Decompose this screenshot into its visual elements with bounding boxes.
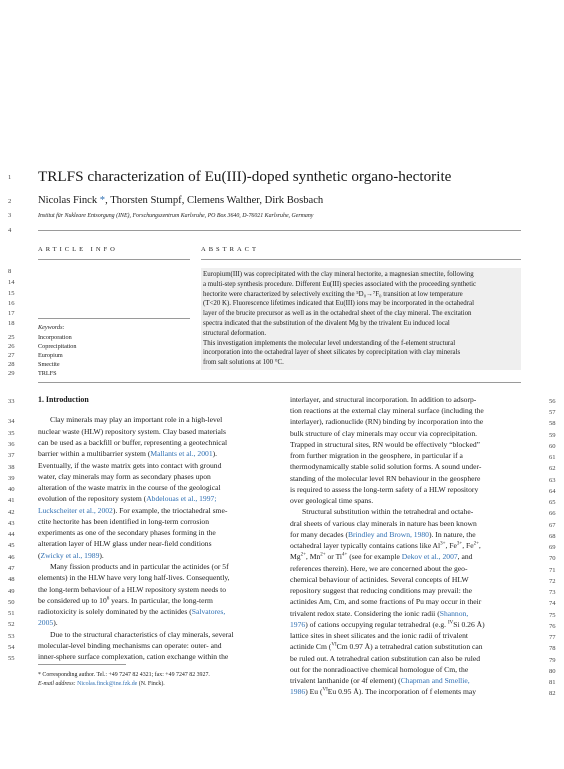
body-text-line: trivalent redox state. Considering the ionic radii (Shannon, [290,609,469,618]
line-number: 4 [8,227,12,234]
line-number: 69 [549,544,556,551]
body-text-line: radiotoxicity is solely dominated by the actinides (Salvatores, [38,607,226,616]
body-text-line: actinide Cm ($^{VI}$Cm 0.97 Å) a tetrahedral cation substitution can [290,642,483,651]
body-text-line: tion reactions at the external clay mineral surface (including the [290,406,484,415]
abstract-line: layer of the brucite precursor as well as in the octahedral sheet of the clay mineral. The excitation [203,310,472,318]
line-number: 15 [8,290,15,297]
line-number: 29 [8,370,15,377]
body-text-line: over geological time spans. [290,496,374,505]
line-number: 14 [8,279,15,286]
line-number: 3 [8,212,12,219]
article-info-divider [38,259,190,260]
body-text-line: is required to assess the long-term safety of a HLW repository [290,485,479,494]
body-text-line: interlayer), radionuclide (RN) binding by incorporation into the [290,417,484,426]
body-text-line: octahedral layer typically contains cations like $Al^{3+}$, $Fe^{3+}$, $Fe^{2+}$, [290,541,481,550]
body-text-line: actinides Am, Cm, and some fractions of Pu may occur in their [290,597,482,606]
keywords-divider [38,318,190,319]
line-number: 34 [8,418,15,425]
line-number: 81 [549,679,556,686]
line-number: 44 [8,531,15,538]
article-title: TRLFS characterization of Eu(III)-doped synthetic organo-hectorite [38,168,452,185]
body-text-line: Due to the structural characteristics of clay minerals, several [50,630,234,639]
body-text-line: for many decades (Brindley and Brown, 1980). In nature, the [290,530,476,539]
body-text-line: (Zwicky et al., 1989). [38,551,104,560]
line-number: 62 [549,465,556,472]
line-number: 66 [549,510,556,517]
line-number: 51 [8,610,15,617]
body-text-line: repository suggest that reducing conditions may prevail: the [290,586,472,595]
email-link[interactable]: Nicolas.finck@ine.fzk.de [77,681,138,687]
body-text-line: Trapped in structural sites, RN would be effectively “blocked” [290,440,481,449]
line-number: 68 [549,533,556,540]
abstract-divider [201,259,521,260]
body-text-line: be considered up to $10^6$ years. In particular, the long-term [38,596,213,605]
affiliation: Institut für Nukleare Entsorgung (INE), Forschungszentrum Karlsruhe, PO Box 3640, D-76021 Karlsruhe, Germany [38,213,314,219]
line-number: 67 [549,522,556,529]
body-text-line: 1986) Eu ($^{VI}$Eu 0.95 Å). The incorporation of f elements may [290,687,477,696]
line-number: 77 [549,634,556,641]
body-text-line: Structural substitution within the tetrahedral and octahe- [302,507,474,516]
line-number: 46 [8,554,15,561]
keyword: Coprecipitation [38,343,77,350]
abstract-line: spectra indicated that the substitution of the divalent Mg by the trivalent Eu induced local [203,320,450,327]
body-text-line: Luckscheiter et al., 2002). For example, the trioctahedral sme- [38,506,228,515]
line-number: 56 [549,398,556,405]
line-number: 73 [549,589,556,596]
body-text-line: Many fission products and in particular the actinides (or 5f [50,562,229,571]
body-text-line: inner-sphere surface complexation, cation exchange within the [38,652,229,661]
body-text-line: chemical behaviour of actinides. Several concepts of HLW [290,575,469,584]
body-text-line: ctite hectorite has been identified in long-term corrosion [38,517,210,526]
section-heading-introduction: 1. Introduction [38,395,89,404]
keywords-label: Keywords: [38,324,65,331]
body-text-line: dral sheets of various clay minerals in nature has been known [290,519,477,528]
body-text-line: experiments as one of the secondary phases forming in the [38,528,216,537]
line-number: 17 [8,310,15,317]
line-number: 25 [8,334,15,341]
footnote-email-suffix: (N. Finck). [138,681,165,687]
body-text-line: be ruled out. A tetrahedral cation substitution can also be ruled [290,654,481,663]
footnote-email-label: E-mail address: [38,681,76,687]
line-number: 41 [8,497,15,504]
line-number: 42 [8,509,15,516]
body-text-line: alteration of the waste matrix in the course of the geological [38,483,221,492]
keyword: Incorporation [38,334,72,341]
line-number: 48 [8,576,15,583]
line-number: 54 [8,644,15,651]
co-authors: , Thorsten Stumpf, Clemens Walther, Dirk Bosbach [105,195,324,206]
line-number: 82 [549,690,556,697]
body-text-line: Clay minerals may play an important role in a high-level [50,415,223,424]
body-divider [38,382,521,383]
line-number: 80 [549,668,556,675]
line-number: 35 [8,430,15,437]
body-text-line: from further migration in the geosphere, in particular if a [290,451,463,460]
line-number: 43 [8,520,15,527]
line-number: 49 [8,588,15,595]
line-number: 64 [549,488,556,495]
body-text-line: standing of the molecular level RN behaviour in the geosphere [290,474,481,483]
line-number: 58 [549,420,556,427]
line-number: 52 [8,621,15,628]
line-number: 60 [549,443,556,450]
abstract-line: This investigation implements the molecular level understanding of the f-element structural [203,339,456,347]
line-number: 71 [549,567,556,574]
body-text-line: Eventually, if the waste matrix gets into contact with ground [38,461,222,470]
article-info-heading: ARTICLE INFO [38,246,118,253]
corresponding-author-mark[interactable]: * [99,195,106,206]
line-number: 33 [8,398,15,405]
body-text-line: molecular-level binding mechanisms can operate: outer- and [38,641,222,650]
body-text-line: trivalent lanthanide (or 4f element) (Chapman and Smellie, [290,676,470,685]
body-text-line: evolution of the repository system (Abdelouas et al., 1997; [38,494,217,503]
body-text-line: bulk structure of clay minerals may occur via coprecipitation. [290,429,478,438]
line-number: 16 [8,300,15,307]
line-number: 55 [8,655,15,662]
first-author[interactable]: Nicolas Finck [38,195,98,206]
body-text-line: elements) in the HLW have very long half-lives. Consequently, [38,573,230,582]
line-number: 39 [8,475,15,482]
header-divider [38,230,521,231]
abstract-line: incorporation into the octahedral layer of sheet silicates by coprecipitation with clay minerals [203,349,461,357]
body-text-line: barrier within a multibarrier system (Mallants et al., 2001). [38,449,218,458]
line-number: 40 [8,486,15,493]
keyword: Europium [38,352,63,359]
line-number: 1 [8,174,12,181]
line-number: 8 [8,268,12,275]
keyword: TRLFS [38,370,57,377]
line-number: 61 [549,454,556,461]
line-number: 75 [549,612,556,619]
line-number: 70 [549,555,556,562]
line-number: 57 [549,409,556,416]
body-text-line: nuclear waste (HLW) repository system. Clay based materials [38,427,226,436]
body-text-line: $Mg^{2+}$, $Mn^{2+}$ or $Ti^{4+}$ (see for example Dekov et al., 2007, and [290,552,473,561]
abstract-heading: ABSTRACT [201,246,259,253]
author-list [38,195,323,206]
body-text-line: thermodynamically stable solid solution forms. A sound under- [290,462,482,471]
line-number: 74 [549,600,556,607]
line-number: 2 [8,198,12,205]
body-text-line: 1976) of cations occupying regular tetrahedral (e.g. $^{IV}$Si 0.26 Å) [290,620,485,629]
line-number: 26 [8,343,15,350]
body-text-line: the long-term behaviour of a HLW repository system needs to [38,585,227,594]
abstract-line: hectorite were characterized by selectively exciting the ⁵D₀→⁷F₀ transition at low temperature [203,290,463,298]
body-text-line: lattice sites in sheet silicates and the ionic radii of trivalent [290,631,468,640]
keyword: Smectite [38,361,60,368]
abstract-line: Europium(III) was coprecipitated with the clay mineral hectorite, a magnesian smectite, following [203,271,474,278]
abstract-line: from salt solutions at 100 °C. [203,359,284,367]
line-number: 37 [8,452,15,459]
line-number: 50 [8,599,15,606]
abstract-line: a multi-step synthesis procedure. Different Eu(III) species associated with the proceeding synthetic [203,280,477,288]
line-number: 78 [549,645,556,652]
line-number: 76 [549,623,556,630]
line-number: 53 [8,633,15,640]
line-number: 63 [549,477,556,484]
line-number: 38 [8,464,15,471]
body-text-line: alteration layer of HLW glass under near-field conditions [38,539,212,548]
body-text-line: interlayer, and structural incorporation. In addition to adsorp- [290,395,477,404]
abstract-line: (T<20 K). Fluorescence lifetimes indicated that Eu(III) ions may be incorporated in the octahedral [203,300,474,308]
body-text-line: water, clay minerals may form as secondary phases upon [38,472,211,481]
line-number: 36 [8,441,15,448]
body-text-line: 2005). [38,618,58,627]
line-number: 28 [8,361,15,368]
footnote-divider [38,664,126,665]
line-number: 18 [8,320,15,327]
line-number: 45 [8,542,15,549]
line-number: 47 [8,565,15,572]
line-number: 72 [549,578,556,585]
body-text-line: references therein). Here, we are concerned about the geo- [290,564,468,573]
body-text-line: can be used as a backfill or buffer, representing a geotechnical [38,438,228,447]
footnote-corresponding-author: * Corresponding author. Tel.: +49 7247 82 4321; fax: +49 7247 82 3927. [38,672,210,678]
line-number: 27 [8,352,15,359]
abstract-line: structural deformation. [203,329,267,337]
line-number: 65 [549,499,556,506]
footnote-email [38,681,165,687]
body-text-line: out for the nonradioactive chemical homologue of Cm, the [290,665,469,674]
line-number: 79 [549,657,556,664]
line-number: 59 [549,432,556,439]
